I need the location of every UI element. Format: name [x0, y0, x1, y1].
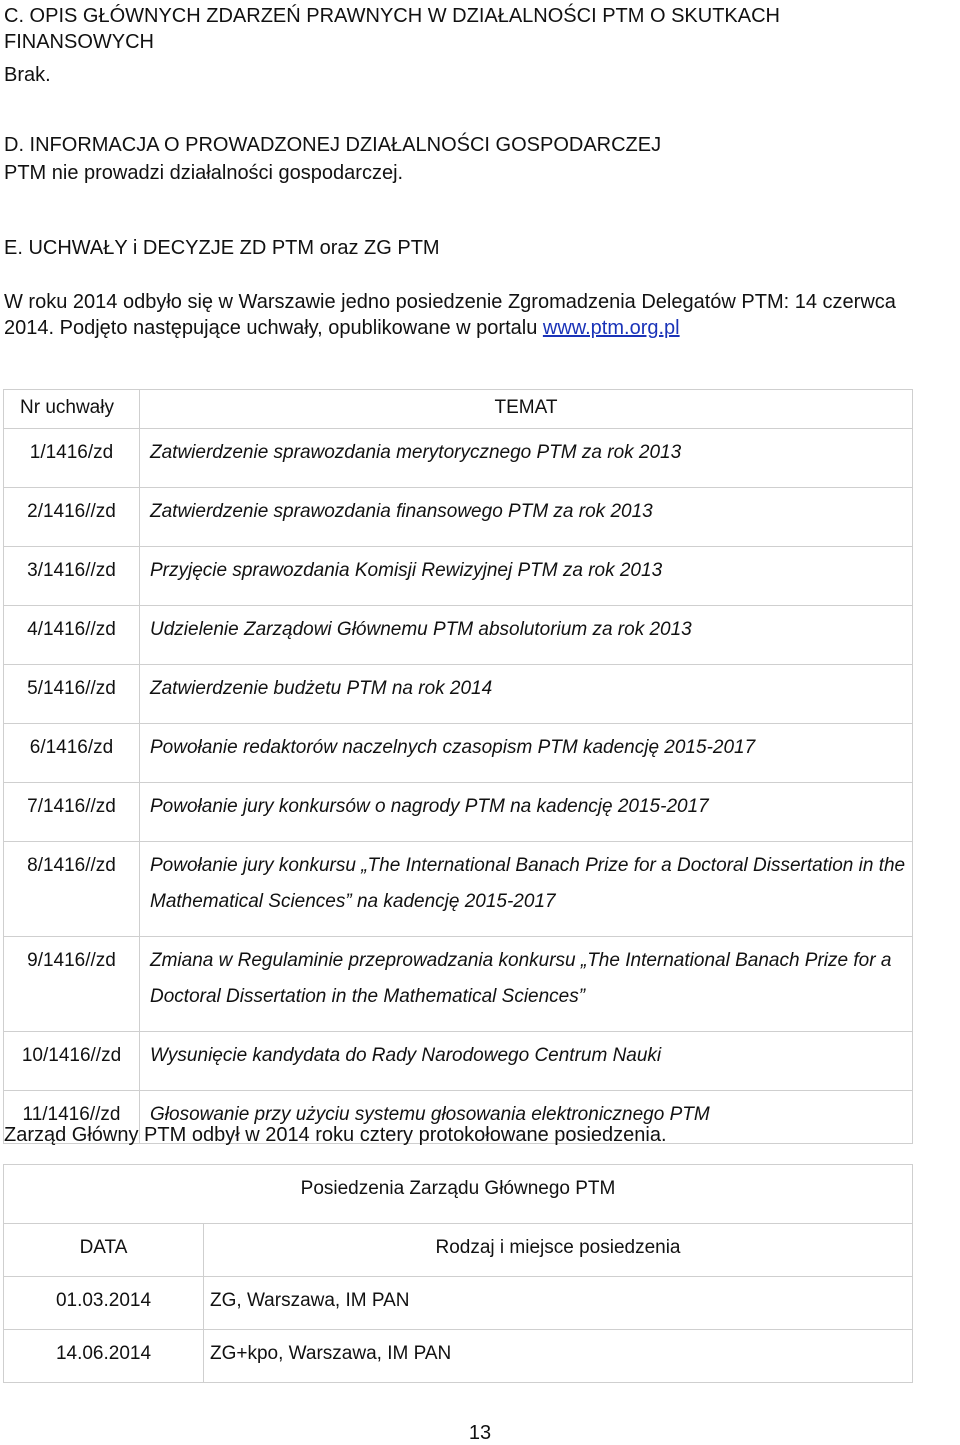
meetings-caption-row: [4, 1165, 913, 1224]
meetings-table: [3, 1164, 913, 1383]
resolution-topic: Zmiana w Regulaminie przeprowadzania konkursu „The International Banach Prize for a Doctoral Dissertation in the Mathematical Sciences”: [140, 937, 913, 1032]
resolution-number: 11/1416//zd: [4, 1091, 140, 1144]
resolution-number: 3/1416//zd: [4, 547, 140, 606]
table-row: [4, 665, 913, 724]
resolution-topic: Głosowanie przy użyciu systemu głosowania elektronicznego PTM: [140, 1091, 913, 1144]
table-row: [4, 842, 913, 937]
meetings-caption: Posiedzenia Zarządu Głównego PTM: [4, 1165, 913, 1224]
meetings-header-row: [4, 1224, 913, 1277]
resolution-topic: Powołanie jury konkursów o nagrody PTM na kadencję 2015-2017: [140, 783, 913, 842]
table-row: [4, 724, 913, 783]
section-d-body: PTM nie prowadzi działalności gospodarczej.: [4, 162, 404, 184]
header-topic: TEMAT: [140, 390, 913, 429]
meeting-place: ZG, Warszawa, IM PAN: [204, 1277, 913, 1330]
resolution-topic: Zatwierdzenie sprawozdania finansowego PTM za rok 2013: [140, 488, 913, 547]
meeting-date: 14.06.2014: [4, 1330, 204, 1383]
meeting-place: ZG+kpo, Warszawa, IM PAN: [204, 1330, 913, 1383]
resolution-number: 8/1416//zd: [4, 842, 140, 937]
resolution-topic: Wysunięcie kandydata do Rady Narodowego Centrum Nauki: [140, 1032, 913, 1091]
section-c-body: Brak.: [4, 64, 51, 86]
portal-link[interactable]: www.ptm.org.pl: [542, 317, 680, 339]
table-row: [4, 1032, 913, 1091]
table-row: [4, 488, 913, 547]
header-number: Nr uchwały: [4, 390, 140, 429]
table-row: [4, 1277, 913, 1330]
resolution-topic: Zatwierdzenie budżetu PTM na rok 2014: [140, 665, 913, 724]
resolution-number: 10/1416//zd: [4, 1032, 140, 1091]
section-c-heading-line2: FINANSOWYCH: [4, 31, 154, 53]
section-d-heading: D. INFORMACJA O PROWADZONEJ DZIAŁALNOŚCI GOSPODARCZEJ: [4, 134, 662, 156]
header-date: DATA: [4, 1224, 204, 1277]
section-e-intro: [4, 289, 896, 315]
table-row: [4, 547, 913, 606]
resolution-number: 5/1416//zd: [4, 665, 140, 724]
resolution-topic: Powołanie jury konkursu „The International Banach Prize for a Doctoral Dissertation in the Mathematical Sciences” na kadencję 2015-2017: [140, 842, 913, 937]
meetings-table-body: [4, 1165, 913, 1383]
resolution-number: 6/1416/zd: [4, 724, 140, 783]
resolution-number: 7/1416//zd: [4, 783, 140, 842]
resolution-topic: Powołanie redaktorów naczelnych czasopism PTM kadencję 2015-2017: [140, 724, 913, 783]
header-type: Rodzaj i miejsce posiedzenia: [204, 1224, 913, 1277]
table-row: [4, 1330, 913, 1383]
section-e-intro-line2: 2014. Podjęto następujące uchwały, opublikowane w portalu: [4, 317, 543, 339]
table-row: [4, 937, 913, 1032]
table-row: [4, 429, 913, 488]
resolutions-header-row: [4, 390, 913, 429]
section-e-intro-2: [4, 315, 680, 341]
section-e-intro-line1: W roku 2014 odbyło się w Warszawie jedno posiedzenie Zgromadzenia Delegatów PTM: 14 czerwca: [4, 291, 896, 313]
resolution-number: 9/1416//zd: [4, 937, 140, 1032]
resolution-topic: Przyjęcie sprawozdania Komisji Rewizyjnej PTM za rok 2013: [140, 547, 913, 606]
resolution-topic: Zatwierdzenie sprawozdania merytorycznego PTM za rok 2013: [140, 429, 913, 488]
resolution-topic: Udzielenie Zarządowi Głównemu PTM absolutorium za rok 2013: [140, 606, 913, 665]
resolution-number: 4/1416//zd: [4, 606, 140, 665]
section-c-heading-line1: C. OPIS GŁÓWNYCH ZDARZEŃ PRAWNYCH W DZIAŁALNOŚCI PTM O SKUTKACH: [4, 5, 780, 27]
section-e-heading: E. UCHWAŁY i DECYZJE ZD PTM oraz ZG PTM: [4, 237, 440, 259]
table-row: [4, 606, 913, 665]
board-paragraph: Zarząd Główny PTM odbył w 2014 roku cztery protokołowane posiedzenia.: [4, 1124, 667, 1146]
meeting-date: 01.03.2014: [4, 1277, 204, 1330]
resolution-number: 2/1416//zd: [4, 488, 140, 547]
page-number: 13: [468, 1422, 492, 1444]
resolutions-table-body: [4, 390, 913, 1144]
resolutions-table: [3, 389, 913, 1144]
table-row: [4, 783, 913, 842]
resolution-number: 1/1416/zd: [4, 429, 140, 488]
